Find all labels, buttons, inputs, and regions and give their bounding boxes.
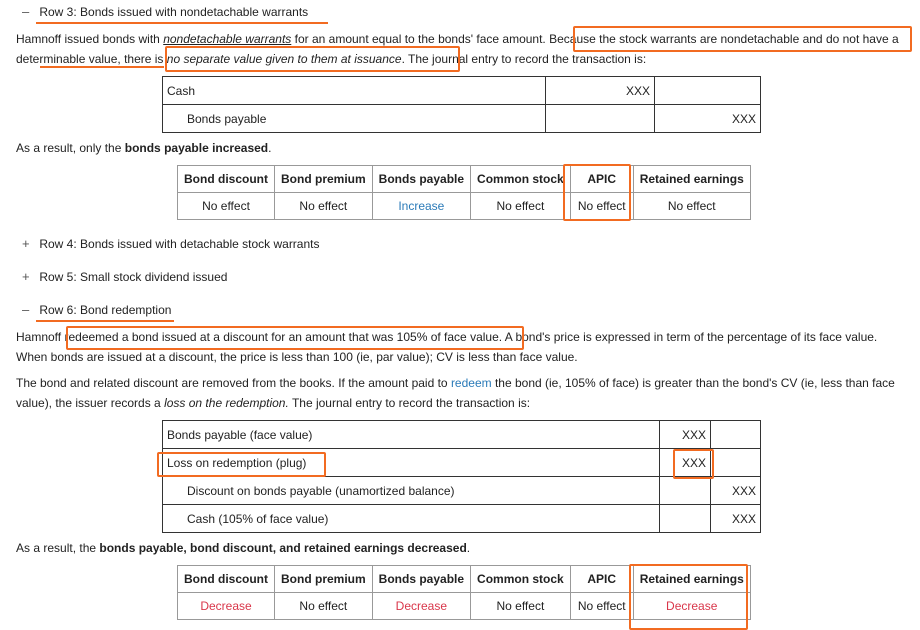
table-row [163, 505, 761, 533]
table-row [163, 421, 761, 449]
column-header: Bonds payable [372, 566, 470, 593]
row6-toggle[interactable] [22, 302, 171, 317]
effect-cell: No effect [178, 193, 275, 220]
journal-debit [546, 105, 655, 133]
row3-result: As a result, only the bonds payable increased. [16, 141, 272, 155]
table-row [178, 193, 751, 220]
collapse-icon: – [22, 302, 30, 317]
journal-credit [711, 421, 761, 449]
journal-debit [660, 505, 711, 533]
row6-paragraph-1: Hamnoff redeemed a bond issued at a discount for an amount that was 105% of face value. A bond's price is expressed in term of the percentage of its face value. When bonds are issued at a discount, the price is less than 100 (ie, par value); CV is less than face value. [16, 330, 878, 364]
journal-credit: XXX [711, 505, 761, 533]
effect-cell: No effect [471, 193, 571, 220]
journal-credit [711, 449, 761, 477]
column-header: APIC [570, 166, 633, 193]
journal-credit: XXX [711, 477, 761, 505]
journal-account: Discount on bonds payable (unamortized balance) [163, 477, 660, 505]
row6-paragraph-2: The bond and related discount are removed from the books. If the amount paid to redeem the bond (ie, 105% of face) is greater than the bond's CV (ie, less than face value), the issuer records a loss on the redemption. The journal entry to record the transaction is: [16, 376, 895, 410]
expand-icon: + [22, 269, 30, 284]
effect-cell: Decrease [633, 593, 750, 620]
column-header: Bonds payable [372, 166, 470, 193]
row3-paragraph: Hamnoff issued bonds with nondetachable warrants for an amount equal to the bonds' face amount. Because the stock warrants are nondetachable and do not have a determinable value, there is no separate value given to them at issuance. The journal entry to record the transaction is: [16, 32, 899, 66]
effect-cell: No effect [275, 593, 373, 620]
table-header-row [178, 566, 751, 593]
row3-toggle[interactable] [22, 4, 308, 19]
journal-debit: XXX [546, 77, 655, 105]
row5-title: Row 5: Small stock dividend issued [39, 270, 228, 284]
column-header: Bond discount [178, 166, 275, 193]
expand-icon: + [22, 236, 30, 251]
row4-toggle[interactable] [22, 236, 320, 251]
column-header: Retained earnings [633, 166, 750, 193]
journal-account: Cash [163, 77, 546, 105]
column-header: Bond discount [178, 566, 275, 593]
journal-debit: XXX [660, 421, 711, 449]
row5-toggle[interactable] [22, 269, 227, 284]
column-header: APIC [570, 566, 633, 593]
row6-effects-table [177, 565, 751, 620]
redeem-link[interactable]: redeem [450, 376, 492, 390]
row6-journal-table [162, 420, 761, 533]
row6-title: Row 6: Bond redemption [39, 303, 172, 317]
row3-journal-table [162, 76, 761, 133]
row3-title: Row 3: Bonds issued with nondetachable warrants [39, 5, 309, 19]
highlight-underline [40, 66, 164, 68]
journal-credit: XXX [655, 105, 761, 133]
row3-title-underline [36, 22, 328, 24]
table-row [178, 593, 751, 620]
journal-credit [655, 77, 761, 105]
effect-cell: No effect [633, 193, 750, 220]
table-header-row [178, 166, 751, 193]
effect-cell: No effect [471, 593, 571, 620]
row4-title: Row 4: Bonds issued with detachable stock warrants [39, 237, 320, 251]
column-header: Bond premium [275, 566, 373, 593]
row6-result: As a result, the bonds payable, bond discount, and retained earnings decreased. [16, 541, 471, 555]
effect-cell: No effect [275, 193, 373, 220]
column-header: Bond premium [275, 166, 373, 193]
journal-account: Cash (105% of face value) [163, 505, 660, 533]
effect-cell: No effect [570, 193, 633, 220]
journal-debit [660, 477, 711, 505]
effect-cell: Increase [372, 193, 470, 220]
table-row [163, 77, 761, 105]
column-header: Common stock [471, 166, 571, 193]
collapse-icon: – [22, 4, 30, 19]
row6-title-underline [36, 320, 174, 322]
journal-debit: XXX [660, 449, 711, 477]
table-row [163, 449, 761, 477]
effect-cell: Decrease [178, 593, 275, 620]
journal-account: Loss on redemption (plug) [163, 449, 660, 477]
column-header: Common stock [471, 566, 571, 593]
effect-cell: No effect [570, 593, 633, 620]
journal-account: Bonds payable (face value) [163, 421, 660, 449]
row3-effects-table [177, 165, 751, 220]
table-row [163, 105, 761, 133]
effect-cell: Decrease [372, 593, 470, 620]
journal-account: Bonds payable [163, 105, 546, 133]
column-header: Retained earnings [633, 566, 750, 593]
table-row [163, 477, 761, 505]
